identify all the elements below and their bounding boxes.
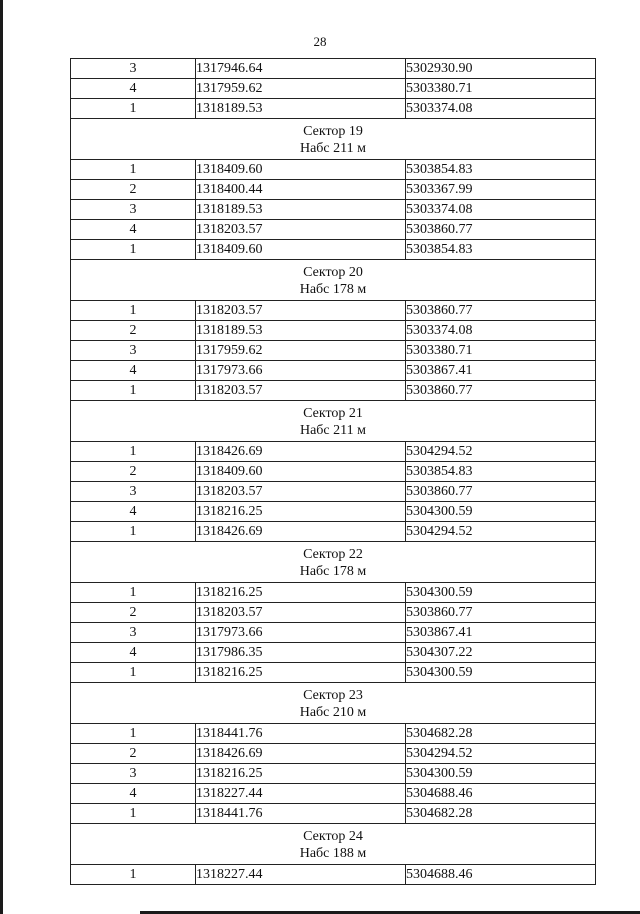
y-coordinate-cell: 5303854.83 [406,240,596,260]
x-coordinate-cell: 1318426.69 [196,744,406,764]
table-row [71,301,596,321]
sector-header-cell [71,260,596,301]
x-coordinate-cell: 1318203.57 [196,220,406,240]
y-coordinate-cell: 5303380.71 [406,79,596,99]
x-coordinate-cell: 1318409.60 [196,462,406,482]
table-row [71,321,596,341]
table-row [71,804,596,824]
table-row [71,603,596,623]
table-row [71,764,596,784]
x-coordinate-cell: 1318189.53 [196,99,406,119]
point-number-cell: 2 [71,321,196,341]
y-coordinate-cell: 5303860.77 [406,603,596,623]
point-number-cell: 4 [71,502,196,522]
x-coordinate-cell: 1318441.76 [196,804,406,824]
point-number-cell: 1 [71,663,196,683]
x-coordinate-cell: 1318409.60 [196,160,406,180]
table-row [71,240,596,260]
sector-label: Сектор 19 [303,124,363,139]
sector-header-cell [71,542,596,583]
x-coordinate-cell: 1318203.57 [196,603,406,623]
sector-header-cell [71,119,596,160]
x-coordinate-cell: 1317959.62 [196,341,406,361]
point-number-cell: 1 [71,583,196,603]
point-number-cell: 1 [71,522,196,542]
point-number-cell: 3 [71,482,196,502]
y-coordinate-cell: 5303367.99 [406,180,596,200]
table-row [71,522,596,542]
point-number-cell: 3 [71,764,196,784]
point-number-cell: 3 [71,200,196,220]
y-coordinate-cell: 5302930.90 [406,59,596,79]
point-number-cell: 2 [71,462,196,482]
sector-header-row [71,824,596,865]
x-coordinate-cell: 1318189.53 [196,200,406,220]
x-coordinate-cell: 1318216.25 [196,502,406,522]
y-coordinate-cell: 5304300.59 [406,583,596,603]
y-coordinate-cell: 5303867.41 [406,623,596,643]
x-coordinate-cell: 1317959.62 [196,79,406,99]
y-coordinate-cell: 5303854.83 [406,160,596,180]
sector-label: Сектор 23 [303,688,363,703]
y-coordinate-cell: 5303867.41 [406,361,596,381]
x-coordinate-cell: 1318203.57 [196,381,406,401]
point-number-cell: 1 [71,804,196,824]
point-number-cell: 1 [71,442,196,462]
table-row [71,180,596,200]
y-coordinate-cell: 5303860.77 [406,220,596,240]
sector-label: Сектор 24 [303,829,363,844]
point-number-cell: 3 [71,59,196,79]
x-coordinate-cell: 1317973.66 [196,361,406,381]
table-row [71,623,596,643]
point-number-cell: 2 [71,744,196,764]
sector-altitude: Набс 188 м [299,846,367,861]
table-row [71,341,596,361]
x-coordinate-cell: 1318227.44 [196,784,406,804]
point-number-cell: 1 [71,865,196,885]
sector-altitude: Набс 178 м [299,564,367,579]
point-number-cell: 1 [71,160,196,180]
x-coordinate-cell: 1318216.25 [196,663,406,683]
sector-altitude: Набс 211 м [299,141,366,156]
y-coordinate-cell: 5303374.08 [406,200,596,220]
point-number-cell: 4 [71,220,196,240]
coordinates-table-body [71,59,596,885]
table-row [71,220,596,240]
table-row [71,784,596,804]
x-coordinate-cell: 1317946.64 [196,59,406,79]
table-row [71,502,596,522]
y-coordinate-cell: 5304682.28 [406,724,596,744]
table-row [71,99,596,119]
x-coordinate-cell: 1318400.44 [196,180,406,200]
table-row [71,59,596,79]
table-row [71,160,596,180]
y-coordinate-cell: 5303374.08 [406,99,596,119]
y-coordinate-cell: 5303854.83 [406,462,596,482]
y-coordinate-cell: 5304300.59 [406,663,596,683]
table-row [71,663,596,683]
point-number-cell: 4 [71,79,196,99]
y-coordinate-cell: 5304294.52 [406,522,596,542]
point-number-cell: 1 [71,99,196,119]
sector-header-row [71,542,596,583]
y-coordinate-cell: 5304294.52 [406,442,596,462]
point-number-cell: 2 [71,603,196,623]
y-coordinate-cell: 5303380.71 [406,341,596,361]
coordinates-table [70,58,596,885]
table-row [71,643,596,663]
x-coordinate-cell: 1318216.25 [196,764,406,784]
table-row [71,442,596,462]
x-coordinate-cell: 1317973.66 [196,623,406,643]
x-coordinate-cell: 1318441.76 [196,724,406,744]
sector-header-row [71,683,596,724]
point-number-cell: 1 [71,301,196,321]
y-coordinate-cell: 5303374.08 [406,321,596,341]
point-number-cell: 2 [71,180,196,200]
x-coordinate-cell: 1318426.69 [196,522,406,542]
table-row [71,482,596,502]
point-number-cell: 1 [71,381,196,401]
y-coordinate-cell: 5304682.28 [406,804,596,824]
x-coordinate-cell: 1318203.57 [196,301,406,321]
point-number-cell: 1 [71,724,196,744]
sector-altitude: Набс 211 м [299,423,366,438]
x-coordinate-cell: 1318227.44 [196,865,406,885]
x-coordinate-cell: 1318189.53 [196,321,406,341]
sector-altitude: Набс 210 м [299,705,367,720]
point-number-cell: 4 [71,784,196,804]
sector-header-cell [71,683,596,724]
sector-header-cell [71,401,596,442]
y-coordinate-cell: 5304294.52 [406,744,596,764]
point-number-cell: 4 [71,643,196,663]
table-row [71,381,596,401]
table-row [71,724,596,744]
y-coordinate-cell: 5304688.46 [406,865,596,885]
x-coordinate-cell: 1318409.60 [196,240,406,260]
table-row [71,79,596,99]
y-coordinate-cell: 5303860.77 [406,482,596,502]
sector-altitude: Набс 178 м [299,282,367,297]
table-row [71,361,596,381]
y-coordinate-cell: 5303860.77 [406,381,596,401]
scan-edge-left [0,0,3,914]
point-number-cell: 3 [71,341,196,361]
y-coordinate-cell: 5304300.59 [406,764,596,784]
sector-label: Сектор 20 [303,265,363,280]
point-number-cell: 1 [71,240,196,260]
x-coordinate-cell: 1318216.25 [196,583,406,603]
x-coordinate-cell: 1317986.35 [196,643,406,663]
sector-label: Сектор 22 [303,547,363,562]
sector-header-row [71,401,596,442]
sector-header-row [71,119,596,160]
point-number-cell: 3 [71,623,196,643]
table-row [71,865,596,885]
sector-header-cell [71,824,596,865]
table-row [71,462,596,482]
table-row [71,200,596,220]
table-row [71,583,596,603]
x-coordinate-cell: 1318426.69 [196,442,406,462]
y-coordinate-cell: 5304307.22 [406,643,596,663]
y-coordinate-cell: 5303860.77 [406,301,596,321]
sector-header-row [71,260,596,301]
x-coordinate-cell: 1318203.57 [196,482,406,502]
point-number-cell: 4 [71,361,196,381]
table-row [71,744,596,764]
y-coordinate-cell: 5304300.59 [406,502,596,522]
page-number: 28 [313,34,327,49]
y-coordinate-cell: 5304688.46 [406,784,596,804]
sector-label: Сектор 21 [303,406,363,421]
